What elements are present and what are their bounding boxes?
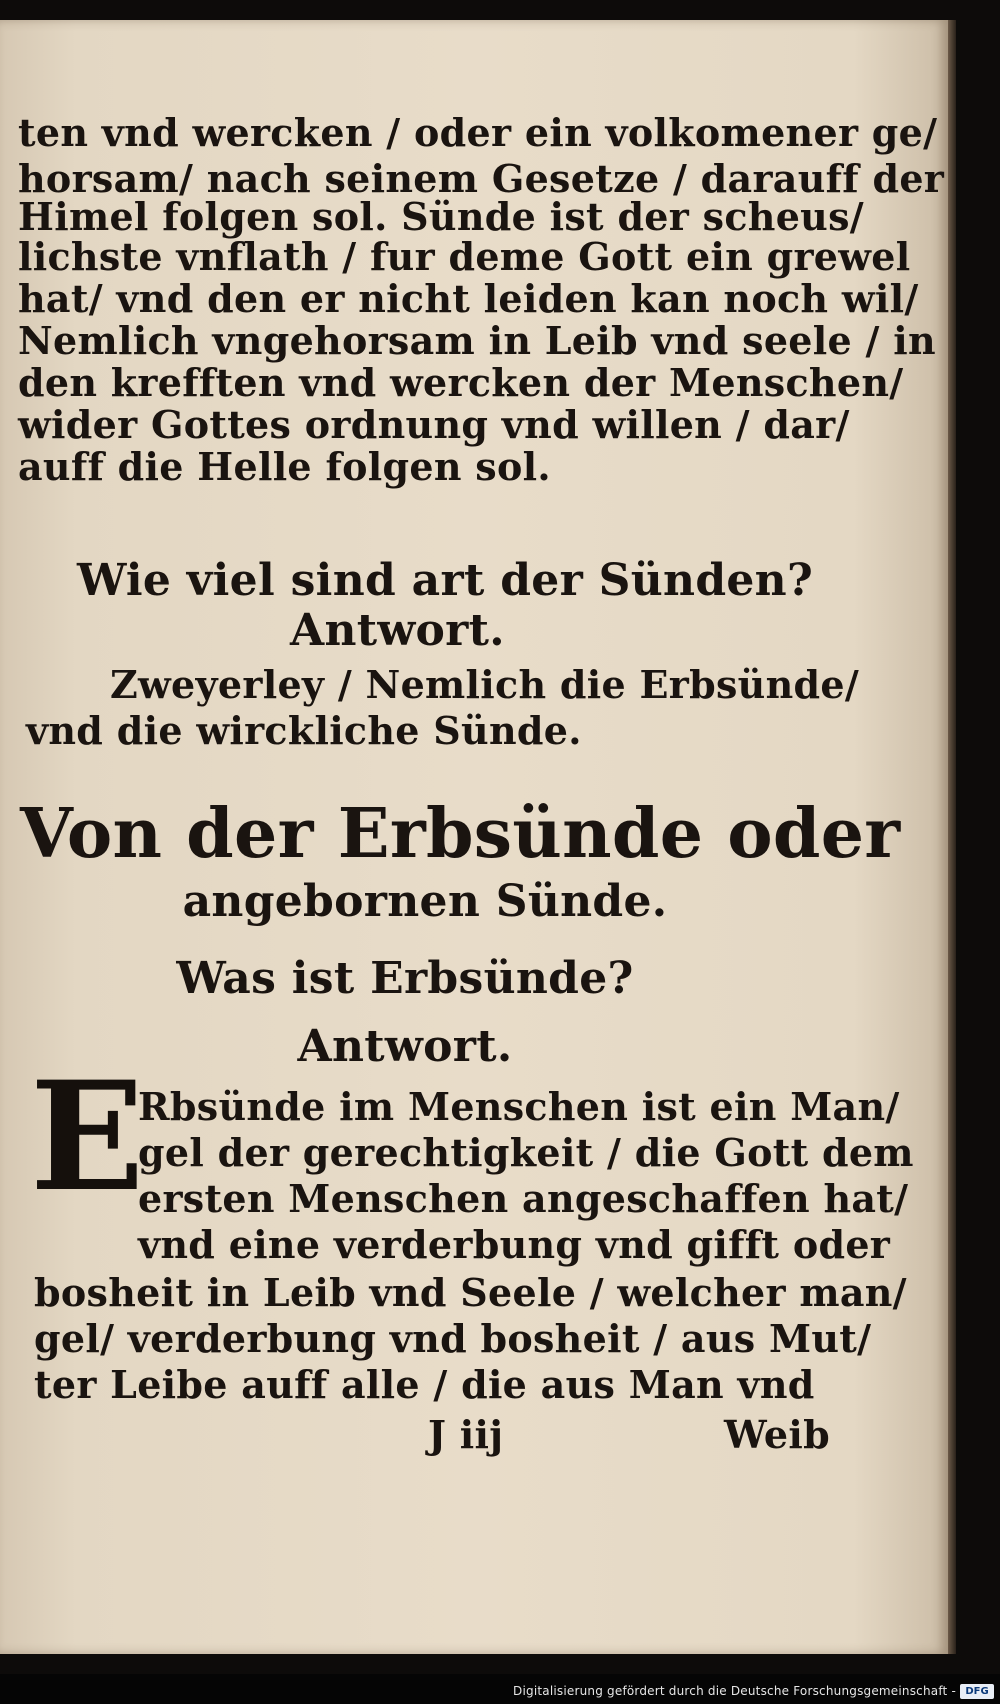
text-line: ter Leibe auff alle / die aus Man vnd [34,1362,815,1407]
section-subtitle: angebornen Sünde. [182,876,668,927]
text-line: Himel folgen sol. Sünde ist der scheus/ [18,194,864,239]
text-line: den krefften vnd wercken der Menschen/ [18,360,904,405]
text-line: gel/ verderbung vnd bosheit / aus Mut/ [34,1316,872,1361]
catchword: Weib [724,1412,830,1457]
text-line: Rbsünde im Menschen ist ein Man/ [138,1084,900,1129]
answer-label: Antwort. [290,605,505,656]
footer-credit: Digitalisierung gefördert durch die Deutsche Forschungsgemeinschaft - [513,1684,956,1698]
section-title: Von der Erbsünde oder [20,794,901,874]
text-line: vnd eine verderbung vnd gifft oder [138,1222,891,1267]
text-line: bosheit in Leib vnd Seele / welcher man/ [34,1270,907,1315]
page-edge [948,20,956,1654]
text-line: auff die Helle folgen sol. [18,444,551,489]
text-line: hat/ vnd den er nicht leiden kan noch wil/ [18,276,919,321]
answer-label: Antwort. [297,1021,513,1072]
text-line: wider Gottes ordnung vnd willen / dar/ [18,402,850,447]
question-heading: Wie viel sind art der Sünden? [76,555,814,606]
text-line: gel der gerechtigkeit / die Gott dem [138,1130,914,1175]
text-line: Zweyerley / Nemlich die Erbsünde/ [110,662,860,707]
text-line: horsam/ nach seinem Gesetze / darauff der [18,156,945,201]
text-line: lichste vnflath / fur deme Gott ein grewel [18,234,911,279]
decorated-initial: E [30,1049,145,1225]
dfg-logo: DFG [960,1684,994,1699]
footer-bar [0,1674,1000,1704]
question-heading: Was ist Erbsünde? [176,953,634,1004]
text-line: ersten Menschen angeschaffen hat/ [138,1176,909,1221]
signature-mark: J iij [428,1412,504,1457]
text-line: Nemlich vngehorsam in Leib vnd seele / in [18,318,936,363]
text-line: ten vnd wercken / oder ein volkomener ge/ [18,110,938,155]
text-line: vnd die wirckliche Sünde. [26,708,582,753]
